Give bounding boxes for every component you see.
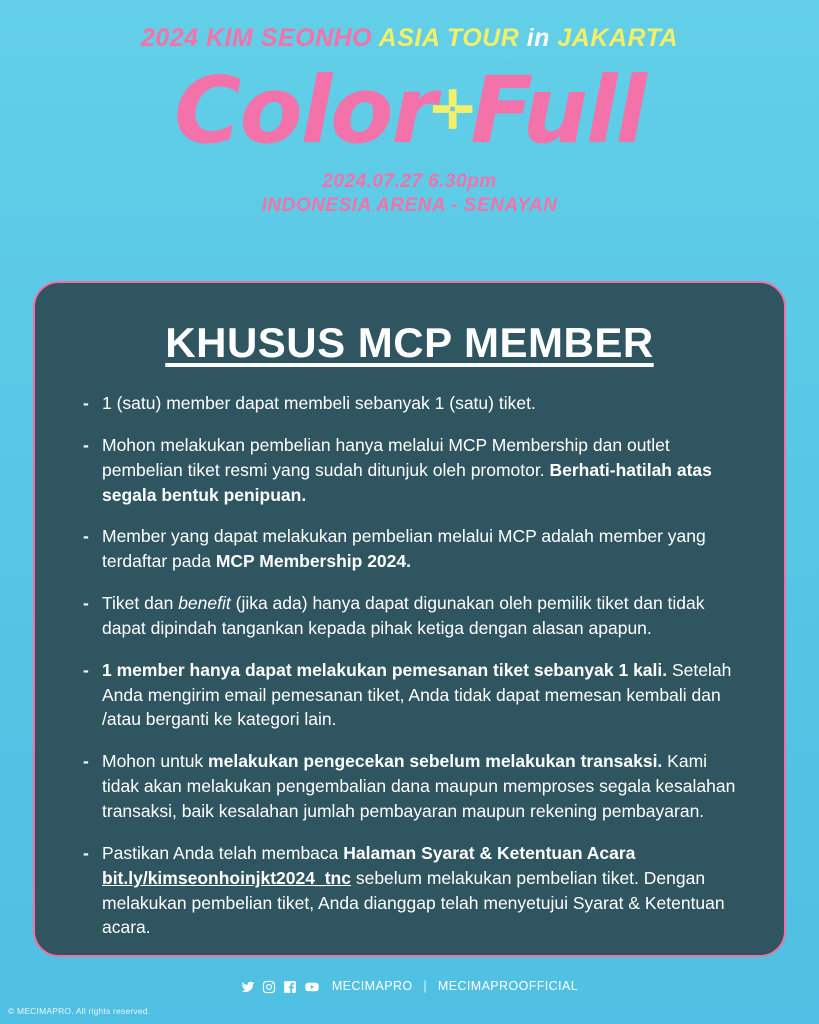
tour-title-in: in: [526, 24, 550, 52]
list-item: - Tiket dan benefit (jika ada) hanya dapat digunakan oleh pemilik tiket dan tidak dapat dipindah tangankan kepada pihak ketiga dengan alasan apapun.: [83, 591, 746, 641]
footer-handle-primary[interactable]: MECIMAPRO: [331, 979, 413, 994]
copyright-text: © MECIMAPRO. All rights reserved.: [8, 1006, 151, 1016]
tour-title-prefix: 2024 KIM SEONHO: [140, 24, 373, 52]
footer: [0, 979, 819, 994]
footer-handle-secondary[interactable]: MECIMAPROOFFICIAL: [437, 979, 579, 994]
instagram-icon[interactable]: [262, 980, 276, 994]
tour-title-city: JAKARTA: [557, 24, 679, 52]
list-item: - Pastikan Anda telah membaca Halaman Syarat & Ketentuan Acara bit.ly/kimseonhoinjkt2024_tnc sebelum melakukan pembelian tiket. Dengan melakukan pembelian tiket, Anda dianggap telah menyetujui Syarat & Ketentuan acara.: [83, 841, 746, 940]
tour-title-middle: ASIA TOUR: [378, 24, 520, 52]
twitter-icon[interactable]: [241, 980, 255, 994]
cross-icon: ✛: [430, 82, 475, 140]
social-icons: [241, 980, 320, 994]
poster-header: [0, 0, 819, 217]
facebook-icon[interactable]: [283, 980, 297, 994]
logo-word-right: Full: [470, 57, 646, 164]
logo-word-left: Color: [173, 57, 435, 164]
rule-text-1: 1 (satu) member dapat membeli sebanyak 1 (satu) tiket.: [102, 393, 536, 413]
list-item: - 1 member hanya dapat melakukan pemesanan tiket sebanyak 1 kali. Setelah Anda mengirim email pemesanan tiket, Anda tidak dapat memesan kembali dan /atau berganti ke kategori lain.: [83, 658, 746, 733]
rules-list: [65, 391, 754, 940]
event-date: 2024.07.27 6.30pm: [322, 171, 497, 192]
list-item: - Mohon untuk melakukan pengecekan sebelum melakukan transaksi. Kami tidak akan melakukan pengembalian dana maupun memproses segala kesalahan transaksi, baik kesalahan jumlah pembayaran maupun rekening pembayaran.: [83, 749, 746, 824]
footer-separator: |: [423, 979, 428, 994]
youtube-icon[interactable]: [304, 980, 320, 994]
event-venue: INDONESIA ARENA - SENAYAN: [261, 195, 558, 216]
list-item: - Member yang dapat melakukan pembelian melalui MCP adalah member yang terdaftar pada MCP Membership 2024.: [83, 524, 746, 574]
list-item: - Mohon melakukan pembelian hanya melalui MCP Membership dan outlet pembelian tiket resmi yang sudah ditunjuk oleh promotor. Berhati-hatilah atas segala bentuk penipuan.: [83, 433, 746, 508]
notice-card: [33, 281, 786, 957]
page-title: KHUSUS MCP MEMBER: [165, 319, 654, 366]
event-logo: [0, 55, 819, 167]
list-item: [83, 391, 746, 416]
tnc-link[interactable]: bit.ly/kimseonhoinjkt2024_tnc: [102, 867, 351, 888]
tour-title-line: [0, 26, 819, 51]
